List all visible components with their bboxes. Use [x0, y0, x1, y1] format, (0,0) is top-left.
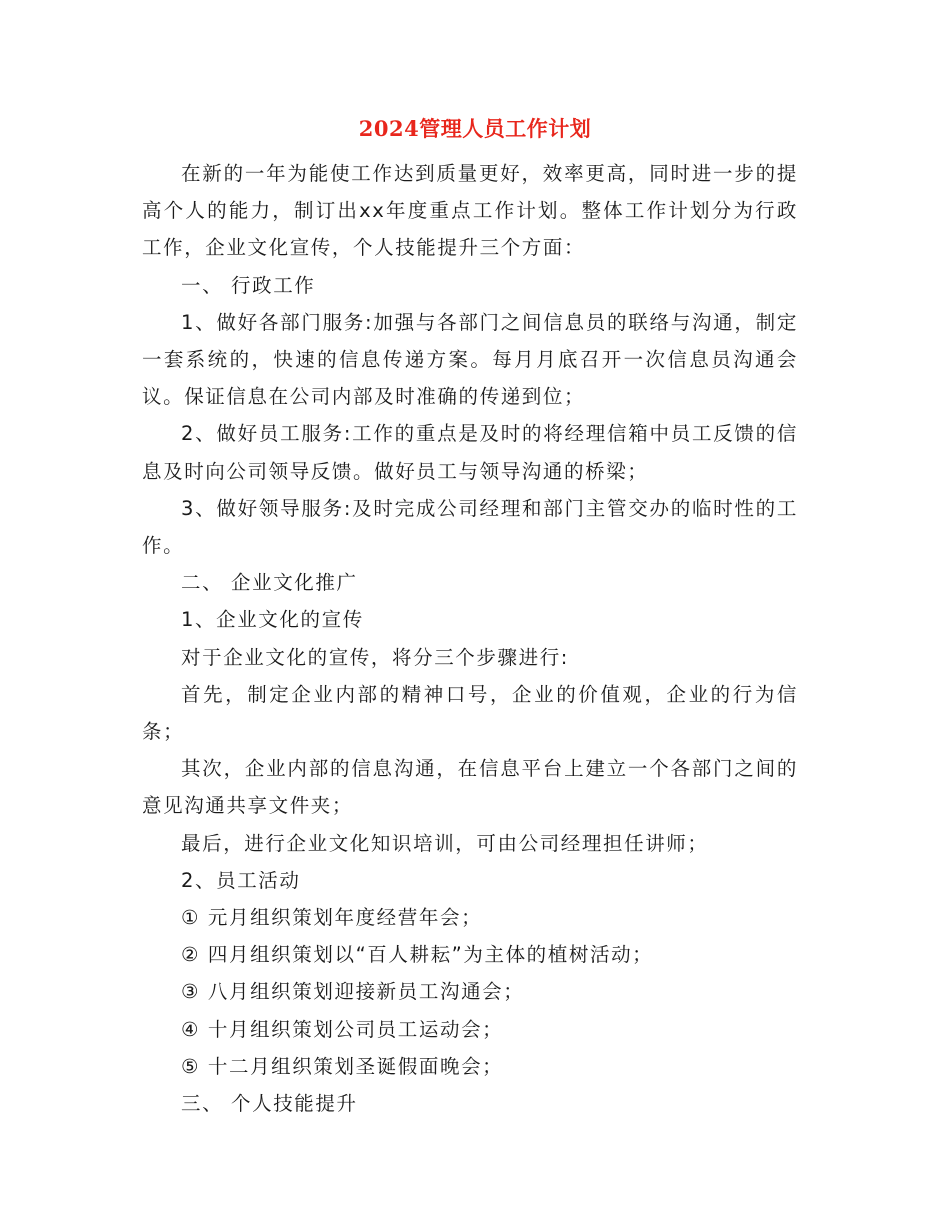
paragraph-step-last: 最后，进行企业文化知识培训，可由公司经理担任讲师；: [181, 831, 709, 855]
paragraph-intro: 在新的一年为能使工作达到质量更好，效率更高，同时进一步的提高个人的能力，制订出xx年度重点工作计划。整体工作计划分为行政工作，企业文化宣传，个人技能提升三个方面：: [142, 162, 798, 260]
list-item-activity-1: ① 元月组织策划年度经营年会；: [181, 906, 483, 930]
subheading-activities: 2、员工活动: [181, 868, 301, 892]
section-heading-culture: 二、 企业文化推广: [181, 571, 358, 595]
section-heading-skills: 三、 个人技能提升: [181, 1092, 358, 1116]
paragraph-step-first: 首先，制定企业内部的精神口号，企业的价值观，企业的行为信条；: [142, 682, 798, 744]
list-item-activity-3: ③ 八月组织策划迎接新员工沟通会；: [181, 980, 525, 1004]
paragraph-step-second: 其次，企业内部的信息沟通，在信息平台上建立一个各部门之间的意见沟通共享文件夹；: [142, 757, 798, 818]
paragraph-admin-3: 3、做好领导服务:及时完成公司经理和部门主管交办的临时性的工作。: [142, 496, 798, 558]
paragraph-culture-steps: 对于企业文化的宣传，将分三个步骤进行:: [181, 645, 569, 669]
list-item-activity-5: ⑤ 十二月组织策划圣诞假面晚会；: [181, 1054, 504, 1078]
section-heading-admin: 一、 行政工作: [181, 273, 316, 297]
list-item-activity-2: ② 四月组织策划以“百人耕耘”为主体的植树活动；: [181, 943, 654, 967]
list-item-activity-4: ④ 十月组织策划公司员工运动会；: [181, 1017, 504, 1041]
paragraph-admin-2: 2、做好员工服务:工作的重点是及时的将经理信箱中员工反馈的信息及时向公司领导反馈。做好员工与领导沟通的桥梁；: [142, 422, 798, 483]
document-title: 2024管理人员工作计划: [358, 116, 592, 141]
paragraph-admin-1: 1、做好各部门服务:加强与各部门之间信息员的联络与沟通，制定一套系统的，快速的信息传递方案。每月月底召开一次信息员沟通会议。保证信息在公司内部及时准确的传递到位；: [142, 310, 798, 409]
document-body: [142, 155, 798, 1122]
subheading-culture-promo: 1、企业文化的宣传: [181, 608, 364, 632]
